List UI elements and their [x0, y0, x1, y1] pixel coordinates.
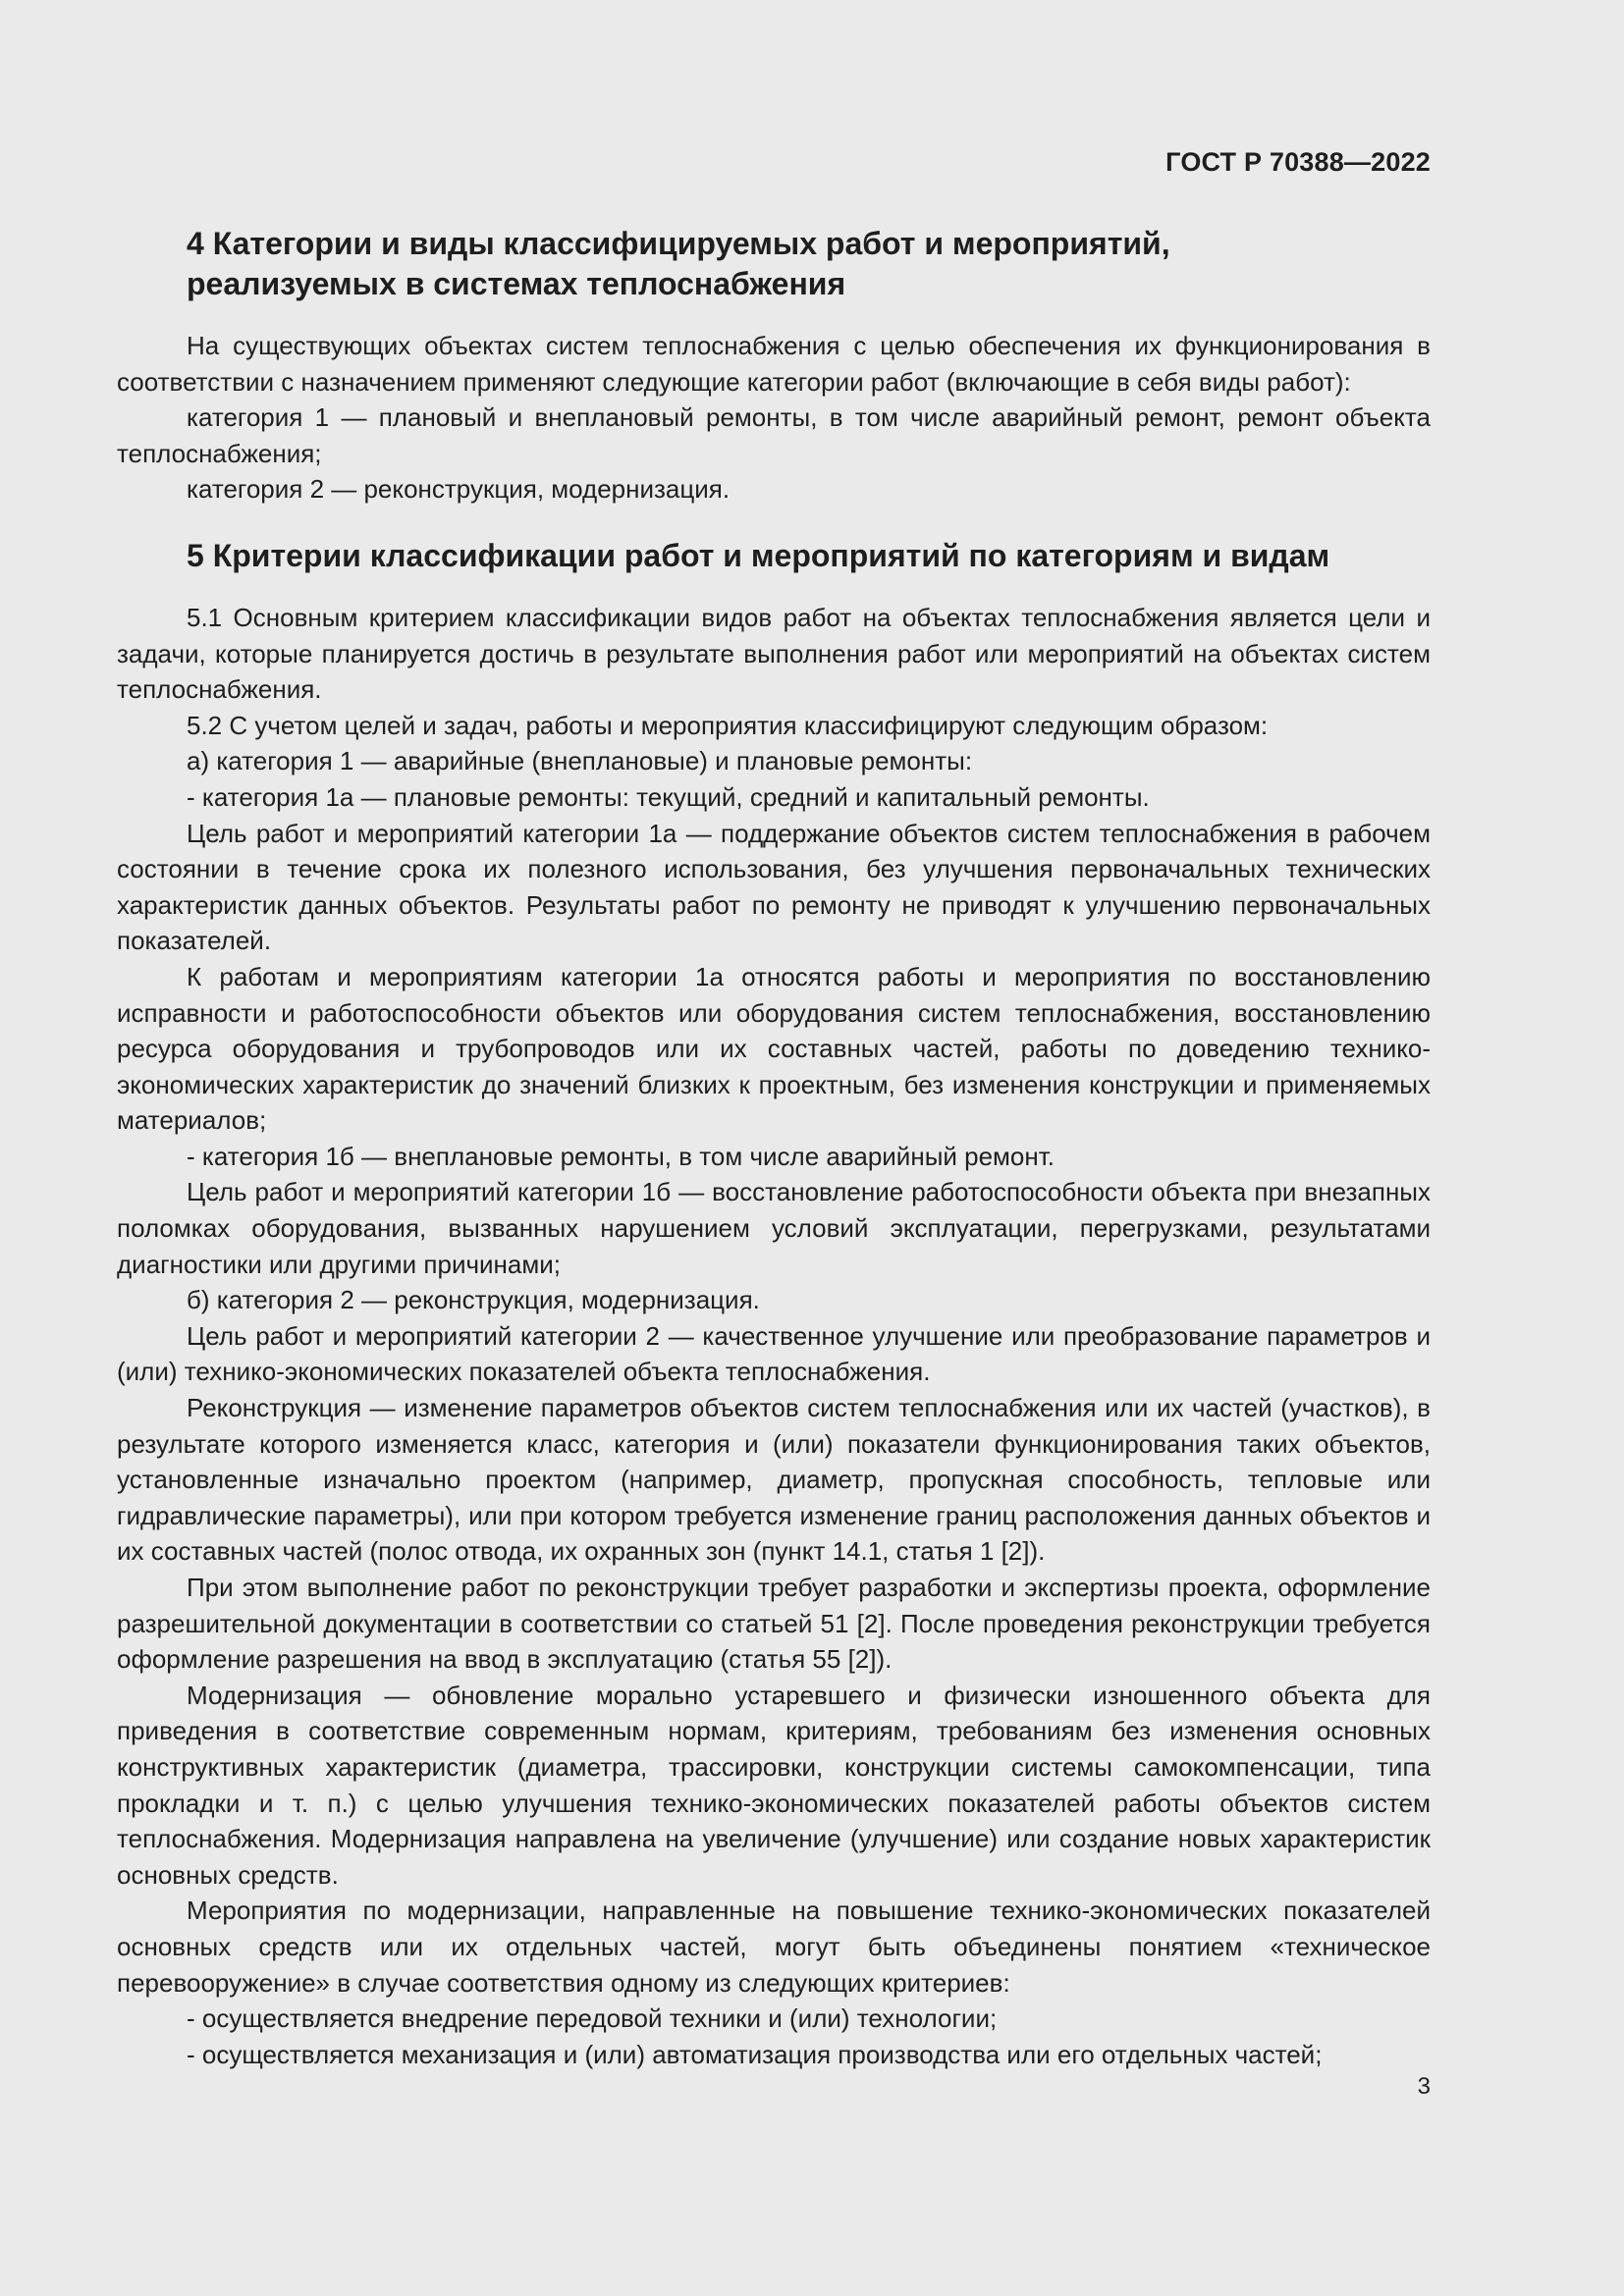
page-number: 3	[1417, 2073, 1431, 2100]
section-4-title	[117, 224, 1431, 304]
paragraph: При этом выполнение работ по реконструкции требует разработки и экспертизы проекта, оформление разрешительной документации в соответствии со статьей 51 [2]. После проведения реконструкции требуется оформление разрешения на ввод в эксплуатацию (статья 55 [2]).	[117, 1573, 1431, 1675]
paragraph: 5.1 Основным критерием классификации видов работ на объектах теплоснабжения является цели и задачи, которые планируется достичь в результате выполнения работ или мероприятий на объектах систем теплоснабжения.	[117, 602, 1431, 705]
section-4-title-line-1: 4 Категории и виды классифицируемых работ и мероприятий,	[187, 226, 1170, 261]
paragraph: категория 2 — реконструкция, модернизация.	[187, 474, 731, 505]
list-item: - категория 1б — внеплановые ремонты, в том числе аварийный ремонт.	[187, 1141, 1055, 1171]
paragraph: категория 1 — плановый и внеплановый ремонты, в том числе аварийный ремонт, ремонт объекта теплоснабжения;	[117, 402, 1431, 468]
paragraph: Реконструкция — изменение параметров объектов систем теплоснабжения или их частей (участков), в результате которого изменяется класс, категория и (или) показатели функционирования таких объектов, установленные изначально проектом (например, диаметр, пропускная способность, тепловые или гидравлические параметры), или при котором требуется изменение границ расположения данных объектов и их составных частей (полос отвода, их охранных зон (пункт 14.1, статья 1 [2]).	[117, 1393, 1431, 1567]
page-content	[117, 224, 1431, 2072]
paragraph: Цель работ и мероприятий категории 1б — восстановление работоспособности объекта при внезапных поломках оборудования, вызванных нарушением условий эксплуатации, перегрузками, результатами диагностики или другими причинами;	[117, 1177, 1431, 1279]
list-item: а) категория 1 — аварийные (внеплановые) и плановые ремонты:	[187, 746, 973, 776]
document-header: ГОСТ Р 70388—2022	[1165, 147, 1431, 177]
list-item: б) категория 2 — реконструкция, модернизация.	[187, 1285, 760, 1315]
paragraph: К работам и мероприятиям категории 1а относятся работы и мероприятия по восстановлению исправности и работоспособности объектов или оборудования систем теплоснабжения, восстановлению ресурса оборудования и трубопроводов или их составных частей, работы по доведению технико-экономических характеристик до значений близких к проектным, без изменения конструкции и применяемых материалов;	[117, 961, 1431, 1136]
list-item: - осуществляется механизация и (или) автоматизация производства или его отдельных частей;	[187, 2039, 1323, 2069]
section-4-title-line-2: реализуемых в системах теплоснабжения	[187, 266, 846, 301]
section-5-title: 5 Критерии классификации работ и мероприятий по категориям и видам	[187, 537, 1330, 573]
paragraph: Модернизация — обновление морально устаревшего и физически изношенного объекта для приведения в соответствие современным нормам, критериям, требованиям без изменения основных конструктивных характеристик (диаметра, трассировки, конструкции системы самокомпенсации, типа прокладки и т. п.) с целью улучшения технико-экономических показателей работы объектов систем теплоснабжения. Модернизация направлена на увеличение (улучшение) или создание новых характеристик основных средств.	[117, 1680, 1431, 1890]
paragraph: 5.2 С учетом целей и задач, работы и мероприятия классифицируют следующим образом:	[187, 710, 1269, 740]
list-item: - осуществляется внедрение передовой техники и (или) технологии;	[187, 2003, 998, 2034]
paragraph: На существующих объектах систем теплоснабжения с целью обеспечения их функционирования в соответствии с назначением применяют следующие категории работ (включающие в себя виды работ):	[117, 331, 1431, 397]
paragraph: Цель работ и мероприятий категории 2 — качественное улучшение или преобразование параметров и (или) технико-экономических показателей объекта теплоснабжения.	[117, 1320, 1431, 1387]
list-item: - категория 1а — плановые ремонты: текущий, средний и капитальный ремонты.	[187, 781, 1150, 812]
paragraph: Мероприятия по модернизации, направленные на повышение технико-экономических показателей основных средств или их отдельных частей, могут быть объединены понятием «техническое перевооружение» в случае соответствия одному из следующих критериев:	[117, 1896, 1431, 1998]
paragraph: Цель работ и мероприятий категории 1а — поддержание объектов систем теплоснабжения в рабочем состоянии в течение срока их полезного использования, без улучшения первоначальных технических характеристик данных объектов. Результаты работ по ремонту не приводят к улучшению первоначальных показателей.	[117, 818, 1431, 956]
